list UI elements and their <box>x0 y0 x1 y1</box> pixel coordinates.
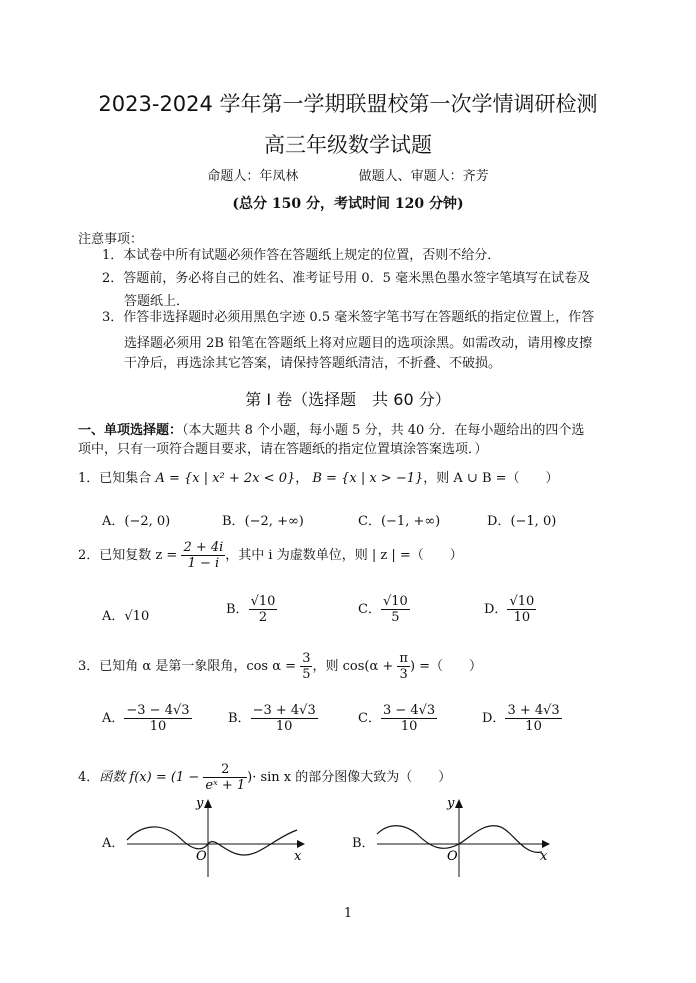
note-num: 2． <box>102 271 124 286</box>
fraction: $\frac{2}{\text{eˣ + 1}}$ <box>205 762 246 793</box>
section-heading-line2: 项中，只有一项符合题目要求，请在答题纸的指定位置填涂答案选项．） <box>78 442 488 457</box>
question-num: 1． <box>78 471 100 486</box>
option-1b[interactable]: B．(−2, +∞) <box>222 514 304 529</box>
note-1 <box>102 245 500 267</box>
note-line: 答题纸上． <box>124 294 190 309</box>
y-arrow-icon <box>455 799 463 808</box>
x-label: x <box>294 849 302 864</box>
option-2a[interactable]: A．√10 <box>102 609 150 624</box>
question-1: 1．已知集合 A = {x | x² + 2x < 0}， B = {x | x > −1}，则 A ∪ B =（ ） <box>78 471 559 486</box>
question-stem-end: ，其中 i 为虚数单位，则 | z | =（ ） <box>225 548 463 563</box>
note-num: 1． <box>102 248 124 263</box>
reviewer: 做题人、审题人：齐芳 <box>358 169 489 184</box>
note-line: 本试卷中所有试题必须作答在答题纸上规定的位置，否则不给分． <box>123 248 501 263</box>
fraction: $\frac{3}{5}$ <box>302 651 311 682</box>
y-label: y <box>196 796 204 811</box>
note-line: 干净后，再选涂其它答案，请保持答题纸清洁，不折叠、不破损。 <box>124 356 502 371</box>
notes-title: 注意事项： <box>78 232 144 247</box>
option-2d[interactable]: D． $\frac{√10}{10}$ <box>484 594 535 625</box>
set-b: B = {x | x > −1} <box>312 471 424 486</box>
y-arrow-icon <box>204 799 212 808</box>
question-num: 4． <box>78 770 100 785</box>
option-4b-label[interactable]: B． <box>352 836 375 851</box>
option-2b[interactable]: B． $\frac{√10}{2}$ <box>226 594 276 625</box>
set-a: A = {x | x² + 2x < 0} <box>155 471 296 486</box>
question-stem: 函数 f(x) = (1 − <box>99 770 200 785</box>
note-2 <box>102 268 590 290</box>
option-1a[interactable]: A．(−2, 0) <box>102 514 171 529</box>
section-heading-text: （本大题共 8 个小题，每小题 5 分，共 40 分．在每小题给出的四个选 <box>182 423 585 438</box>
question-stem-mid: ，则 cos(α + <box>312 659 394 674</box>
x-arrow-icon <box>542 840 550 848</box>
note-line: 答题前，务必将自己的姓名、准考证号用 0．5 毫米黑色墨水签字笔填写在试卷及 <box>123 271 591 286</box>
graph-a[interactable] <box>122 794 312 879</box>
option-3b[interactable]: B． $\frac{-3 + 4√3}{10}$ <box>228 703 316 734</box>
question-stem: 已知复数 z = <box>99 548 178 563</box>
y-label: y <box>447 796 455 811</box>
question-stem: 已知角 α 是第一象限角，cos α = <box>99 659 297 674</box>
section-title: 第 I 卷（选择题 共 60 分） <box>245 390 451 409</box>
question-stem: 已知集合 <box>99 471 152 486</box>
note-line: 作答非选择题时必须用黑色字迹 0.5 毫米签字笔书写在答题纸的指定位置上，作答 <box>123 310 595 325</box>
note-line: 选择题必须用 2B 铅笔在答题纸上将对应题目的选项涂黑。如需改动，请用橡皮擦 <box>124 336 593 351</box>
section-heading <box>78 419 584 438</box>
note-num: 3． <box>102 310 124 325</box>
exam-subtitle: 高三年级数学试题 <box>264 133 432 157</box>
x-label: x <box>540 849 548 864</box>
total-score: (总分 150 分，考试时间 120 分钟) <box>232 196 464 212</box>
option-3d[interactable]: D． $\frac{3 + 4√3}{10}$ <box>482 703 560 734</box>
curve-a <box>127 827 297 855</box>
x-arrow-icon <box>297 840 305 848</box>
question-4 <box>78 762 451 793</box>
graph-b[interactable] <box>372 794 562 879</box>
option-3c[interactable]: C． $\frac{3 - 4√3}{10}$ <box>358 703 436 734</box>
question-2 <box>78 540 463 571</box>
option-4a-label[interactable]: A． <box>102 836 125 851</box>
question-stem-end: ，则 A ∪ B =（ ） <box>423 471 559 486</box>
question-3 <box>78 651 482 682</box>
option-1c[interactable]: C．(−1, +∞) <box>358 514 441 529</box>
question-stem-end: ) =（ ） <box>409 659 483 674</box>
question-num: 2． <box>78 548 100 563</box>
authors <box>0 165 696 184</box>
exam-title: 2023-2024 学年第一学期联盟校第一次学情调研检测 <box>98 92 598 116</box>
fraction: $\frac{\pi}{3}$ <box>399 651 408 682</box>
author: 命题人：年凤林 <box>207 169 299 184</box>
option-2c[interactable]: C． $\frac{√10}{5}$ <box>358 594 408 625</box>
option-3a[interactable]: A． $\frac{-3 - 4√3}{10}$ <box>102 703 190 734</box>
page-number: 1 <box>343 906 353 921</box>
question-stem-end: )· sin x 的部分图像大致为（ ） <box>247 770 452 785</box>
fraction: $\frac{2 + 4i}{1 - i}$ <box>183 540 224 571</box>
question-num: 3． <box>78 659 100 674</box>
note-3 <box>102 307 594 329</box>
option-1d[interactable]: D．(−1, 0) <box>487 514 557 529</box>
section-heading-bold: 一、单项选择题： <box>78 423 183 438</box>
origin-label: O <box>196 849 207 864</box>
origin-label: O <box>447 849 458 864</box>
